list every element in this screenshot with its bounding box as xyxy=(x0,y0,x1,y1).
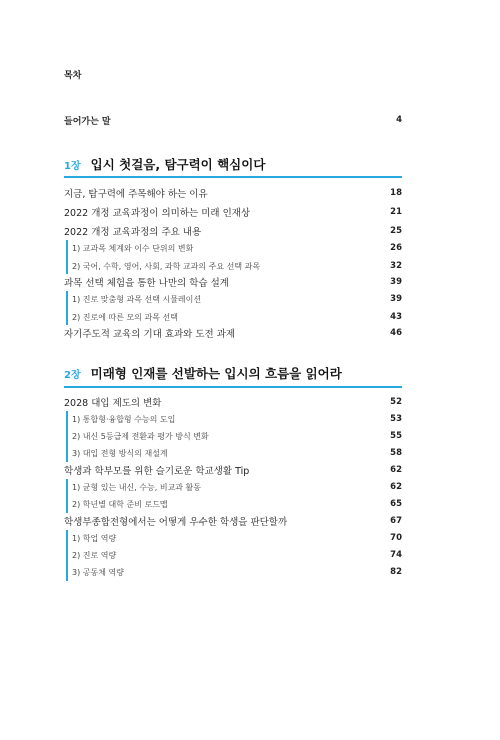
chapter-title: 입시 첫걸음, 탐구력이 핵심이다 xyxy=(90,157,266,172)
section-title: 과목 선택 체험을 통한 나만의 학습 설계 xyxy=(64,278,229,289)
toc-subsection[interactable] xyxy=(72,258,402,274)
subsection-title: 1) 균형 있는 내신, 수능, 비교과 활동 xyxy=(72,482,202,492)
toc-section[interactable] xyxy=(64,513,402,529)
chapter-2-header[interactable] xyxy=(64,363,342,383)
subsection-bar xyxy=(66,411,68,462)
toc-subsection[interactable] xyxy=(72,411,402,427)
toc-section[interactable] xyxy=(64,185,402,201)
subsection-title: 1) 진로 맞춤형 과목 선택 시뮬레이션 xyxy=(72,294,202,304)
toc-section[interactable] xyxy=(64,394,402,410)
subsection-title: 2) 국어, 수학, 영어, 사회, 과학 교과의 주요 선택 과목 xyxy=(72,261,261,271)
section-page: 62 xyxy=(390,465,402,475)
section-title: 학생부종합전형에서는 어떻게 우수한 학생을 판단할까 xyxy=(64,517,288,528)
subsection-page: 55 xyxy=(390,431,402,441)
toc-heading: 목차 xyxy=(64,71,82,81)
subsection-page: 53 xyxy=(390,414,402,424)
section-page: 21 xyxy=(390,207,402,217)
section-title: 2022 개정 교육과정이 의미하는 미래 인재상 xyxy=(64,208,251,219)
toc-subsection[interactable] xyxy=(72,445,402,461)
toc-subsection[interactable] xyxy=(72,291,402,307)
subsection-title: 1) 교과목 체계와 이수 단위의 변화 xyxy=(72,243,194,253)
toc-subsection[interactable] xyxy=(72,564,402,580)
subsection-title: 2) 학년별 대학 준비 로드맵 xyxy=(72,499,168,509)
section-page: 52 xyxy=(390,397,402,407)
chapter-1-header[interactable] xyxy=(64,154,265,174)
toc-section[interactable] xyxy=(64,223,402,239)
section-page: 18 xyxy=(390,188,402,198)
subsection-page: 32 xyxy=(390,261,402,271)
subsection-title: 2) 진로에 따른 모의 과목 선택 xyxy=(72,312,178,322)
section-title: 자기주도적 교육의 기대 효과와 도전 과제 xyxy=(64,329,236,340)
subsection-title: 3) 대입 전형 방식의 재설계 xyxy=(72,448,168,458)
toc-entry-title: 들어가는 말 xyxy=(64,116,111,127)
subsection-page: 74 xyxy=(390,550,402,560)
subsection-bar xyxy=(66,240,68,274)
section-title: 2022 개정 교육과정의 주요 내용 xyxy=(64,227,202,238)
toc-section[interactable] xyxy=(64,274,402,290)
toc-subsection[interactable] xyxy=(72,309,402,325)
subsection-page: 82 xyxy=(390,567,402,577)
toc-entry-page: 4 xyxy=(396,115,402,125)
subsection-title: 2) 내신 5등급제 전환과 평가 방식 변화 xyxy=(72,431,209,441)
section-title: 2028 대입 제도의 변화 xyxy=(64,398,162,409)
subsection-page: 62 xyxy=(390,482,402,492)
subsection-title: 1) 통합형·융합형 수능의 도입 xyxy=(72,414,176,424)
toc-section[interactable] xyxy=(64,325,402,341)
chapter-number: 1장 xyxy=(64,160,81,172)
section-page: 25 xyxy=(390,226,402,236)
toc-subsection[interactable] xyxy=(72,479,402,495)
section-title: 지금, 탐구력에 주목해야 하는 이유 xyxy=(64,189,208,200)
chapter-1-rule xyxy=(64,176,402,178)
toc-subsection[interactable] xyxy=(72,530,402,546)
section-page: 67 xyxy=(390,516,402,526)
subsection-page: 58 xyxy=(390,448,402,458)
toc-subsection[interactable] xyxy=(72,240,402,256)
subsection-page: 26 xyxy=(390,243,402,253)
subsection-title: 3) 공동체 역량 xyxy=(72,567,124,577)
toc-entry-intro[interactable] xyxy=(64,112,402,128)
toc-section[interactable] xyxy=(64,204,402,220)
subsection-page: 70 xyxy=(390,533,402,543)
section-page: 46 xyxy=(390,328,402,338)
subsection-page: 39 xyxy=(390,294,402,304)
toc-section[interactable] xyxy=(64,462,402,478)
section-page: 39 xyxy=(390,277,402,287)
toc-subsection[interactable] xyxy=(72,547,402,563)
toc-subsection[interactable] xyxy=(72,428,402,444)
subsection-bar xyxy=(66,530,68,581)
section-title: 학생과 학부모를 위한 슬기로운 학교생활 Tip xyxy=(64,466,250,477)
toc-subsection[interactable] xyxy=(72,496,402,512)
chapter-number: 2장 xyxy=(64,369,81,381)
subsection-bar xyxy=(66,479,68,513)
chapter-2-rule xyxy=(64,386,402,388)
subsection-title: 2) 진로 역량 xyxy=(72,550,117,560)
subsection-bar xyxy=(66,291,68,325)
subsection-page: 65 xyxy=(390,499,402,509)
subsection-page: 43 xyxy=(390,312,402,322)
chapter-title: 미래형 인재를 선발하는 입시의 흐름을 읽어라 xyxy=(90,366,342,381)
subsection-title: 1) 학업 역량 xyxy=(72,533,117,543)
